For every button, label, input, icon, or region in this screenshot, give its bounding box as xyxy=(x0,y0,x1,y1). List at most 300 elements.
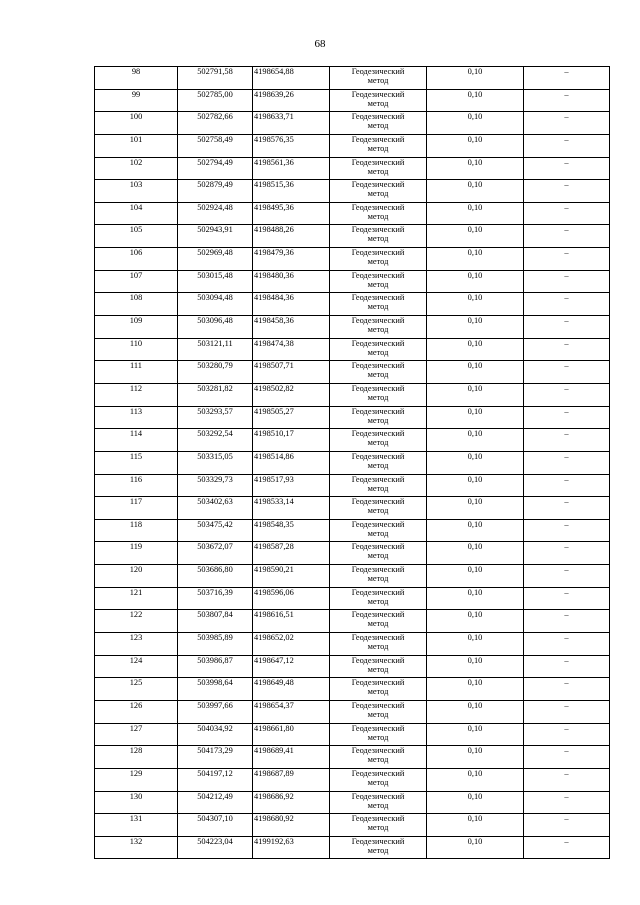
accuracy-cell: 0,10 xyxy=(427,180,524,203)
x-coordinate-cell: 503015,48 xyxy=(178,270,253,293)
note-cell: – xyxy=(524,791,610,814)
method-line1: Геодезический xyxy=(351,474,405,484)
note-cell: – xyxy=(524,451,610,474)
method-line1: Геодезический xyxy=(351,67,405,76)
accuracy-cell: 0,10 xyxy=(427,451,524,474)
table-row xyxy=(95,768,610,791)
method-line2: метод xyxy=(367,619,389,629)
table-row xyxy=(95,610,610,633)
method-cell xyxy=(330,474,427,497)
y-coordinate-cell: 4198647,12 xyxy=(253,655,330,678)
table-row xyxy=(95,406,610,429)
y-coordinate-cell: 4198533,14 xyxy=(253,497,330,520)
table-row xyxy=(95,248,610,271)
x-coordinate-cell: 504223,04 xyxy=(178,836,253,859)
note-cell: – xyxy=(524,814,610,837)
method-line2: метод xyxy=(367,370,389,380)
method-cell xyxy=(330,678,427,701)
method-line1: Геодезический xyxy=(351,497,405,507)
note-cell: – xyxy=(524,474,610,497)
method-line2: метод xyxy=(367,709,389,719)
table-row xyxy=(95,225,610,248)
method-cell xyxy=(330,768,427,791)
note-cell: – xyxy=(524,565,610,588)
note-cell: – xyxy=(524,429,610,452)
accuracy-cell: 0,10 xyxy=(427,112,524,135)
table-row xyxy=(95,723,610,746)
method-cell xyxy=(330,270,427,293)
method-line1: Геодезический xyxy=(351,89,405,99)
accuracy-cell: 0,10 xyxy=(427,134,524,157)
table-row xyxy=(95,316,610,339)
point-number-cell: 124 xyxy=(95,655,178,678)
y-coordinate-cell: 4198458,36 xyxy=(253,316,330,339)
method-line1: Геодезический xyxy=(351,655,405,665)
x-coordinate-cell: 503281,82 xyxy=(178,383,253,406)
method-line1: Геодезический xyxy=(351,678,405,688)
table-row xyxy=(95,587,610,610)
table-row xyxy=(95,791,610,814)
method-line2: метод xyxy=(367,777,389,787)
point-number-cell: 102 xyxy=(95,157,178,180)
method-line2: метод xyxy=(367,755,389,765)
x-coordinate-cell: 503807,84 xyxy=(178,610,253,633)
y-coordinate-cell: 4198479,36 xyxy=(253,248,330,271)
method-line1: Геодезический xyxy=(351,134,405,144)
x-coordinate-cell: 502794,49 xyxy=(178,157,253,180)
point-number-cell: 120 xyxy=(95,565,178,588)
point-number-cell: 116 xyxy=(95,474,178,497)
method-line2: метод xyxy=(367,279,389,289)
accuracy-cell: 0,10 xyxy=(427,293,524,316)
note-cell: – xyxy=(524,519,610,542)
x-coordinate-cell: 502924,48 xyxy=(178,202,253,225)
point-number-cell: 103 xyxy=(95,180,178,203)
table-row xyxy=(95,836,610,859)
x-coordinate-cell: 502785,00 xyxy=(178,89,253,112)
table-row xyxy=(95,157,610,180)
x-coordinate-cell: 504212,49 xyxy=(178,791,253,814)
method-line1: Геодезический xyxy=(351,248,405,258)
table-row xyxy=(95,429,610,452)
note-cell: – xyxy=(524,700,610,723)
x-coordinate-cell: 503293,57 xyxy=(178,406,253,429)
y-coordinate-cell: 4198510,17 xyxy=(253,429,330,452)
method-line2: метод xyxy=(367,664,389,674)
method-line2: метод xyxy=(367,823,389,833)
table-row xyxy=(95,202,610,225)
x-coordinate-cell: 503402,63 xyxy=(178,497,253,520)
accuracy-cell: 0,10 xyxy=(427,429,524,452)
method-cell xyxy=(330,633,427,656)
method-cell xyxy=(330,202,427,225)
method-line1: Геодезический xyxy=(351,202,405,212)
method-line2: метод xyxy=(367,166,389,176)
accuracy-cell: 0,10 xyxy=(427,610,524,633)
method-line1: Геодезический xyxy=(351,746,405,756)
table-row xyxy=(95,814,610,837)
point-number-cell: 99 xyxy=(95,89,178,112)
x-coordinate-cell: 503094,48 xyxy=(178,293,253,316)
accuracy-cell: 0,10 xyxy=(427,655,524,678)
note-cell: – xyxy=(524,497,610,520)
accuracy-cell: 0,10 xyxy=(427,497,524,520)
y-coordinate-cell: 4198484,36 xyxy=(253,293,330,316)
point-number-cell: 131 xyxy=(95,814,178,837)
method-cell xyxy=(330,451,427,474)
accuracy-cell: 0,10 xyxy=(427,836,524,859)
method-cell xyxy=(330,134,427,157)
point-number-cell: 113 xyxy=(95,406,178,429)
y-coordinate-cell: 4198505,27 xyxy=(253,406,330,429)
coordinates-table-body xyxy=(95,67,610,859)
coordinates-table xyxy=(94,66,610,859)
method-line2: метод xyxy=(367,438,389,448)
table-row xyxy=(95,67,610,90)
note-cell: – xyxy=(524,157,610,180)
note-cell: – xyxy=(524,89,610,112)
method-line1: Геодезический xyxy=(351,519,405,529)
accuracy-cell: 0,10 xyxy=(427,633,524,656)
y-coordinate-cell: 4198654,37 xyxy=(253,700,330,723)
accuracy-cell: 0,10 xyxy=(427,248,524,271)
point-number-cell: 110 xyxy=(95,338,178,361)
method-cell xyxy=(330,497,427,520)
method-line1: Геодезический xyxy=(351,429,405,439)
method-cell xyxy=(330,519,427,542)
x-coordinate-cell: 503997,66 xyxy=(178,700,253,723)
note-cell: – xyxy=(524,406,610,429)
accuracy-cell: 0,10 xyxy=(427,542,524,565)
method-cell xyxy=(330,429,427,452)
x-coordinate-cell: 503475,42 xyxy=(178,519,253,542)
x-coordinate-cell: 503716,39 xyxy=(178,587,253,610)
y-coordinate-cell: 4198649,48 xyxy=(253,678,330,701)
accuracy-cell: 0,10 xyxy=(427,700,524,723)
method-line2: метод xyxy=(367,528,389,538)
method-line1: Геодезический xyxy=(351,270,405,280)
point-number-cell: 119 xyxy=(95,542,178,565)
method-line2: метод xyxy=(367,800,389,810)
table-row xyxy=(95,270,610,293)
method-line1: Геодезический xyxy=(351,451,405,461)
method-cell xyxy=(330,836,427,859)
y-coordinate-cell: 4199192,63 xyxy=(253,836,330,859)
accuracy-cell: 0,10 xyxy=(427,67,524,90)
accuracy-cell: 0,10 xyxy=(427,746,524,769)
method-line2: метод xyxy=(367,687,389,697)
method-cell xyxy=(330,338,427,361)
page-number: 68 xyxy=(314,38,326,50)
note-cell: – xyxy=(524,67,610,90)
y-coordinate-cell: 4198689,41 xyxy=(253,746,330,769)
point-number-cell: 127 xyxy=(95,723,178,746)
point-number-cell: 109 xyxy=(95,316,178,339)
accuracy-cell: 0,10 xyxy=(427,225,524,248)
note-cell: – xyxy=(524,225,610,248)
method-cell xyxy=(330,112,427,135)
note-cell: – xyxy=(524,316,610,339)
point-number-cell: 104 xyxy=(95,202,178,225)
method-line2: метод xyxy=(367,732,389,742)
table-row xyxy=(95,451,610,474)
x-coordinate-cell: 503985,89 xyxy=(178,633,253,656)
point-number-cell: 130 xyxy=(95,791,178,814)
method-cell xyxy=(330,700,427,723)
accuracy-cell: 0,10 xyxy=(427,519,524,542)
x-coordinate-cell: 503292,54 xyxy=(178,429,253,452)
x-coordinate-cell: 503998,64 xyxy=(178,678,253,701)
note-cell: – xyxy=(524,746,610,769)
x-coordinate-cell: 502879,49 xyxy=(178,180,253,203)
method-cell xyxy=(330,610,427,633)
x-coordinate-cell: 503329,73 xyxy=(178,474,253,497)
method-line1: Геодезический xyxy=(351,338,405,348)
table-row xyxy=(95,678,610,701)
note-cell: – xyxy=(524,293,610,316)
point-number-cell: 114 xyxy=(95,429,178,452)
method-cell xyxy=(330,542,427,565)
method-line2: метод xyxy=(367,98,389,108)
x-coordinate-cell: 504034,92 xyxy=(178,723,253,746)
accuracy-cell: 0,10 xyxy=(427,89,524,112)
method-cell xyxy=(330,248,427,271)
y-coordinate-cell: 4198661,80 xyxy=(253,723,330,746)
accuracy-cell: 0,10 xyxy=(427,338,524,361)
x-coordinate-cell: 503280,79 xyxy=(178,361,253,384)
y-coordinate-cell: 4198502,82 xyxy=(253,383,330,406)
method-cell xyxy=(330,723,427,746)
method-line2: метод xyxy=(367,234,389,244)
accuracy-cell: 0,10 xyxy=(427,814,524,837)
note-cell: – xyxy=(524,202,610,225)
method-line2: метод xyxy=(367,76,389,85)
y-coordinate-cell: 4198561,36 xyxy=(253,157,330,180)
point-number-cell: 100 xyxy=(95,112,178,135)
x-coordinate-cell: 502791,58 xyxy=(178,67,253,90)
point-number-cell: 126 xyxy=(95,700,178,723)
note-cell: – xyxy=(524,768,610,791)
note-cell: – xyxy=(524,361,610,384)
point-number-cell: 112 xyxy=(95,383,178,406)
method-line1: Геодезический xyxy=(351,157,405,167)
note-cell: – xyxy=(524,112,610,135)
note-cell: – xyxy=(524,338,610,361)
method-line1: Геодезический xyxy=(351,768,405,778)
y-coordinate-cell: 4198687,89 xyxy=(253,768,330,791)
method-cell xyxy=(330,814,427,837)
accuracy-cell: 0,10 xyxy=(427,316,524,339)
method-line2: метод xyxy=(367,483,389,493)
note-cell: – xyxy=(524,542,610,565)
x-coordinate-cell: 503096,48 xyxy=(178,316,253,339)
table-row xyxy=(95,633,610,656)
method-line1: Геодезический xyxy=(351,836,405,846)
method-line2: метод xyxy=(367,189,389,199)
accuracy-cell: 0,10 xyxy=(427,270,524,293)
method-line2: метод xyxy=(367,211,389,221)
method-line1: Геодезический xyxy=(351,791,405,801)
table-row xyxy=(95,700,610,723)
y-coordinate-cell: 4198654,88 xyxy=(253,67,330,90)
method-cell xyxy=(330,180,427,203)
method-cell xyxy=(330,406,427,429)
accuracy-cell: 0,10 xyxy=(427,791,524,814)
note-cell: – xyxy=(524,610,610,633)
accuracy-cell: 0,10 xyxy=(427,157,524,180)
y-coordinate-cell: 4198616,51 xyxy=(253,610,330,633)
point-number-cell: 115 xyxy=(95,451,178,474)
method-cell xyxy=(330,89,427,112)
accuracy-cell: 0,10 xyxy=(427,406,524,429)
table-row xyxy=(95,746,610,769)
table-row xyxy=(95,474,610,497)
method-cell xyxy=(330,383,427,406)
method-line1: Геодезический xyxy=(351,723,405,733)
note-cell: – xyxy=(524,655,610,678)
method-line1: Геодезический xyxy=(351,542,405,552)
note-cell: – xyxy=(524,270,610,293)
table-row xyxy=(95,361,610,384)
accuracy-cell: 0,10 xyxy=(427,768,524,791)
y-coordinate-cell: 4198639,26 xyxy=(253,89,330,112)
note-cell: – xyxy=(524,587,610,610)
method-line1: Геодезический xyxy=(351,700,405,710)
method-line2: метод xyxy=(367,325,389,335)
accuracy-cell: 0,10 xyxy=(427,361,524,384)
method-line1: Геодезический xyxy=(351,633,405,643)
method-line2: метод xyxy=(367,347,389,357)
method-line2: метод xyxy=(367,460,389,470)
note-cell: – xyxy=(524,383,610,406)
point-number-cell: 101 xyxy=(95,134,178,157)
y-coordinate-cell: 4198686,92 xyxy=(253,791,330,814)
method-line1: Геодезический xyxy=(351,406,405,416)
note-cell: – xyxy=(524,723,610,746)
method-cell xyxy=(330,67,427,90)
y-coordinate-cell: 4198596,06 xyxy=(253,587,330,610)
point-number-cell: 105 xyxy=(95,225,178,248)
table-row xyxy=(95,134,610,157)
table-row xyxy=(95,293,610,316)
point-number-cell: 125 xyxy=(95,678,178,701)
y-coordinate-cell: 4198515,36 xyxy=(253,180,330,203)
method-cell xyxy=(330,587,427,610)
method-cell xyxy=(330,293,427,316)
note-cell: – xyxy=(524,678,610,701)
table-row xyxy=(95,565,610,588)
table-row xyxy=(95,519,610,542)
table-row xyxy=(95,383,610,406)
point-number-cell: 106 xyxy=(95,248,178,271)
method-line1: Геодезический xyxy=(351,565,405,575)
table-row xyxy=(95,542,610,565)
accuracy-cell: 0,10 xyxy=(427,202,524,225)
table-row xyxy=(95,180,610,203)
accuracy-cell: 0,10 xyxy=(427,383,524,406)
method-cell xyxy=(330,655,427,678)
method-cell xyxy=(330,157,427,180)
table-row xyxy=(95,112,610,135)
method-line1: Геодезический xyxy=(351,316,405,326)
accuracy-cell: 0,10 xyxy=(427,678,524,701)
x-coordinate-cell: 504307,10 xyxy=(178,814,253,837)
point-number-cell: 122 xyxy=(95,610,178,633)
point-number-cell: 121 xyxy=(95,587,178,610)
y-coordinate-cell: 4198590,21 xyxy=(253,565,330,588)
method-line1: Геодезический xyxy=(351,361,405,371)
method-cell xyxy=(330,791,427,814)
y-coordinate-cell: 4198652,02 xyxy=(253,633,330,656)
point-number-cell: 111 xyxy=(95,361,178,384)
method-line2: метод xyxy=(367,642,389,652)
method-line1: Геодезический xyxy=(351,293,405,303)
point-number-cell: 132 xyxy=(95,836,178,859)
x-coordinate-cell: 503686,80 xyxy=(178,565,253,588)
method-line2: метод xyxy=(367,506,389,516)
x-coordinate-cell: 503672,07 xyxy=(178,542,253,565)
note-cell: – xyxy=(524,134,610,157)
y-coordinate-cell: 4198488,26 xyxy=(253,225,330,248)
y-coordinate-cell: 4198548,35 xyxy=(253,519,330,542)
y-coordinate-cell: 4198507,71 xyxy=(253,361,330,384)
y-coordinate-cell: 4198587,28 xyxy=(253,542,330,565)
table-row xyxy=(95,338,610,361)
method-line2: метод xyxy=(367,392,389,402)
note-cell: – xyxy=(524,248,610,271)
method-cell xyxy=(330,746,427,769)
method-line2: метод xyxy=(367,551,389,561)
method-line1: Геодезический xyxy=(351,587,405,597)
method-line1: Геодезический xyxy=(351,814,405,824)
x-coordinate-cell: 502969,48 xyxy=(178,248,253,271)
method-line1: Геодезический xyxy=(351,180,405,190)
table-row xyxy=(95,89,610,112)
method-line2: метод xyxy=(367,143,389,153)
y-coordinate-cell: 4198480,36 xyxy=(253,270,330,293)
method-line2: метод xyxy=(367,121,389,131)
y-coordinate-cell: 4198514,86 xyxy=(253,451,330,474)
point-number-cell: 118 xyxy=(95,519,178,542)
table-row xyxy=(95,655,610,678)
y-coordinate-cell: 4198495,36 xyxy=(253,202,330,225)
point-number-cell: 108 xyxy=(95,293,178,316)
method-cell xyxy=(330,225,427,248)
method-line2: метод xyxy=(367,257,389,267)
x-coordinate-cell: 503315,05 xyxy=(178,451,253,474)
point-number-cell: 107 xyxy=(95,270,178,293)
note-cell: – xyxy=(524,180,610,203)
y-coordinate-cell: 4198517,93 xyxy=(253,474,330,497)
x-coordinate-cell: 502943,91 xyxy=(178,225,253,248)
x-coordinate-cell: 504173,29 xyxy=(178,746,253,769)
table-row xyxy=(95,497,610,520)
x-coordinate-cell: 503986,87 xyxy=(178,655,253,678)
method-cell xyxy=(330,361,427,384)
y-coordinate-cell: 4198474,38 xyxy=(253,338,330,361)
point-number-cell: 123 xyxy=(95,633,178,656)
point-number-cell: 98 xyxy=(95,67,178,90)
x-coordinate-cell: 503121,11 xyxy=(178,338,253,361)
method-line1: Геодезический xyxy=(351,112,405,122)
accuracy-cell: 0,10 xyxy=(427,723,524,746)
point-number-cell: 128 xyxy=(95,746,178,769)
method-cell xyxy=(330,565,427,588)
accuracy-cell: 0,10 xyxy=(427,474,524,497)
accuracy-cell: 0,10 xyxy=(427,587,524,610)
method-cell xyxy=(330,316,427,339)
x-coordinate-cell: 502758,49 xyxy=(178,134,253,157)
